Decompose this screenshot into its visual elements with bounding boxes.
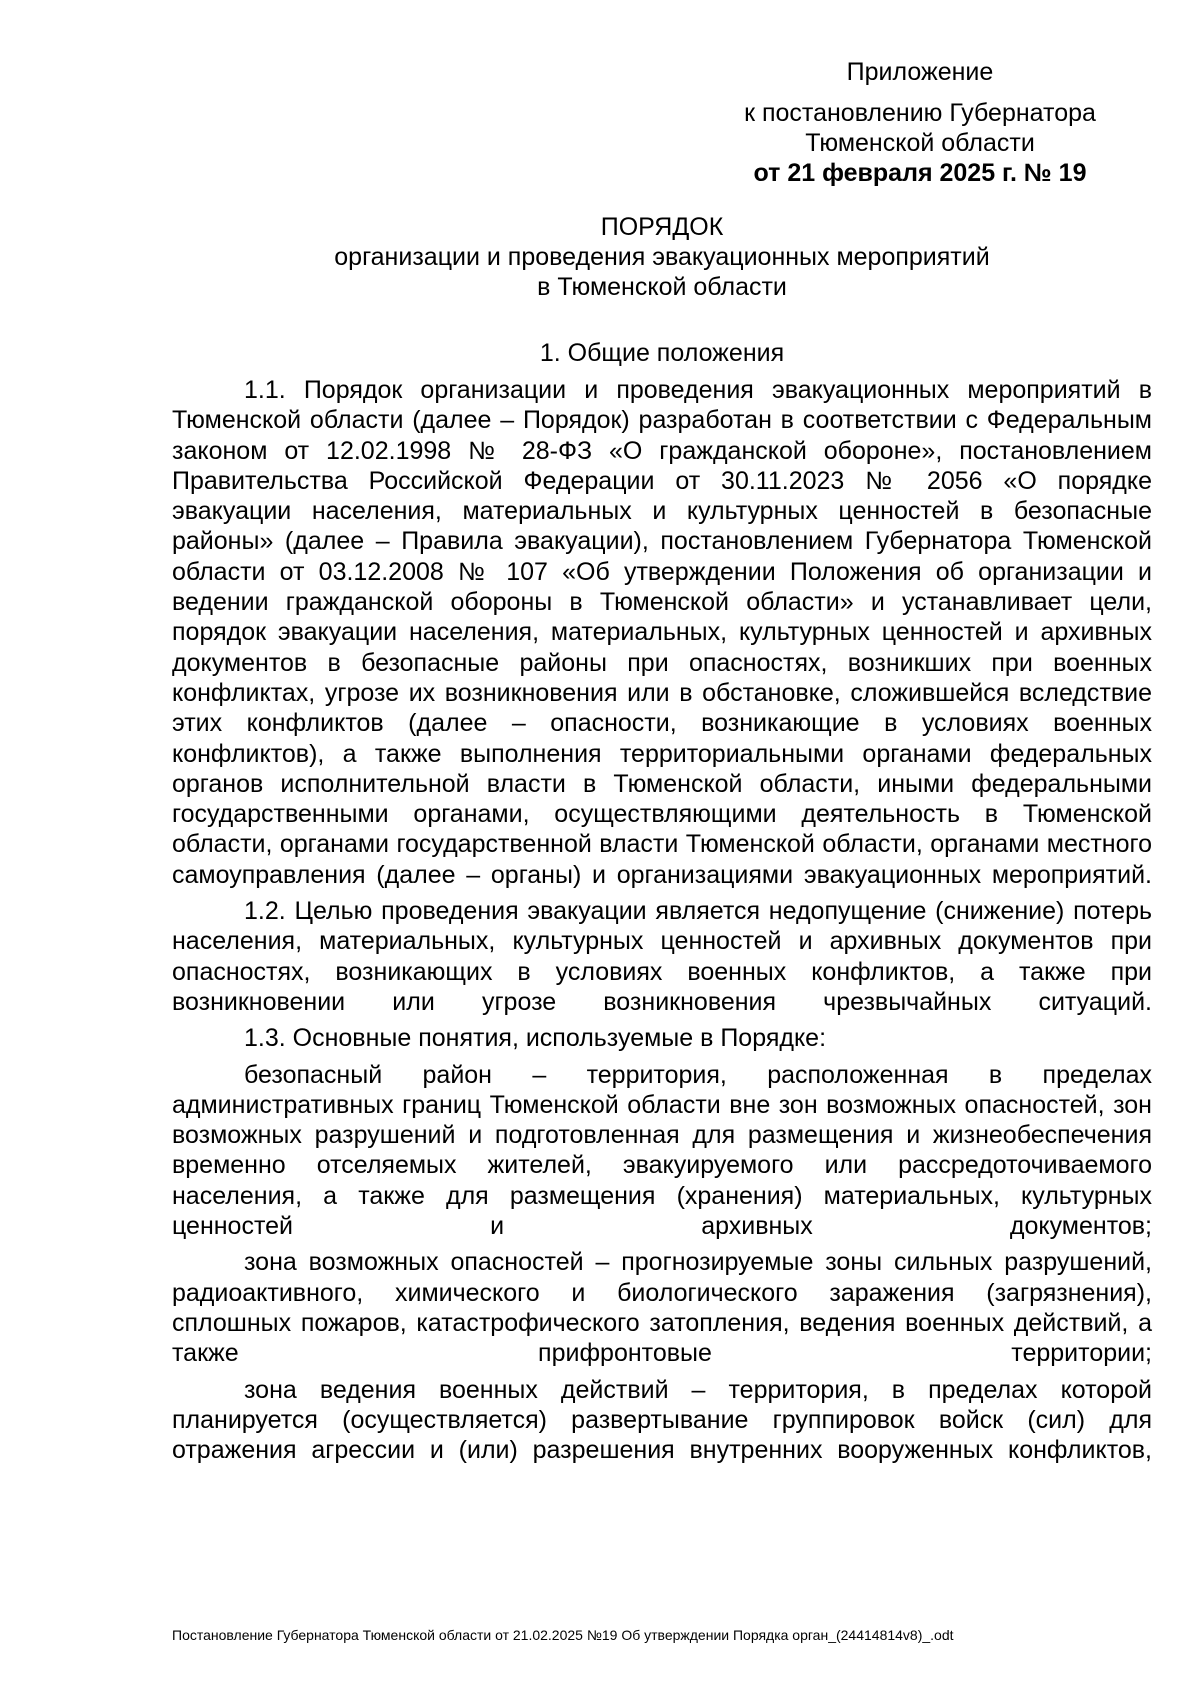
page-footer: Постановление Губернатора Тюменской области от 21.02.2025 №19 Об утверждении Порядка орган_(24414814v8)_.odt — [172, 1627, 954, 1643]
annex-title: Приложение — [846, 58, 994, 86]
document-title — [172, 212, 1152, 302]
definition-combat-zone: зона ведения военных действий – территория, в пределах которой планируется (осуществляется) развертывание группировок войск (сил) для отражения агрессии и (или) разрешения внутренних вооруженных конфликтов, — [172, 1375, 1152, 1465]
annex-date: от 21 февраля 2025 г. № 19 — [753, 159, 1087, 187]
annex-recipient-line: к постановлению Губернатора Тюменской области — [744, 99, 1096, 157]
document-heading: ПОРЯДОК — [600, 213, 724, 241]
definition-danger-zone: зона возможных опасностей – прогнозируемые зоны сильных разрушений, радиоактивного, химического и биологического заражения (загрязнения), сплошных пожаров, катастрофического затопления, ведения военных действий, а также прифронтовые территории; — [172, 1248, 1152, 1368]
definition-safe-area: безопасный район – территория, расположенная в пределах административных границ Тюменской области вне зон возможных опасностей, зон возможных разрушений и подготовленная для размещения и жизнеобеспечения временно отселяемых жителей, эвакуируемого или рассредоточиваемого населения, а также для размещения (хранения) материальных, культурных ценностей и архивных документов; — [172, 1060, 1152, 1241]
annex-recipient — [700, 98, 1140, 158]
paragraph-1-1: 1.1. Порядок организации и проведения эвакуационных мероприятий в Тюменской области (далее – Порядок) разработан в соответствии с Федеральным законом от 12.02.1998 № 28-ФЗ «О гражданской обороне», постановлением Правительства Российской Федерации от 30.11.2023 № 2056 «О порядке эвакуации населения, материальных и культурных ценностей в безопасные районы» (далее – Правила эвакуации), постановлением Губернатора Тюменской области от 03.12.2008 № 107 «Об утверждении Положения об организации и ведении гражданской обороны в Тюменской области» и устанавливает цели, порядок эвакуации населения, материальных, культурных ценностей и архивных документов в безопасные районы при опасностях, возникших при военных конфликтах, угрозе их возникновения или в обстановке, сложившейся вследствие этих конфликтов (далее – опасности, возникающие в условиях военных конфликтов), а также выполнения территориальными органами федеральных органов исполнительной власти в Тюменской области, иными федеральными государственными органами, осуществляющими деятельность в Тюменской области, органами государственной власти Тюменской области, органами местного самоуправления (далее – органы) и организациями эвакуационных мероприятий. — [172, 376, 1152, 889]
document-subheading: организации и проведения эвакуационных мероприятий в Тюменской области — [334, 243, 990, 301]
document-body — [172, 375, 1152, 1471]
paragraph-1-3: 1.3. Основные понятия, используемые в Порядке: — [244, 1024, 827, 1053]
paragraph-1-2: 1.2. Целью проведения эвакуации является недопущение (снижение) потерь населения, материальных, культурных ценностей и архивных документов при опасностях, возникающих в условиях военных конфликтов, а также при возникновении или угрозе возникновения чрезвычайных ситуаций. — [172, 897, 1152, 1016]
section-heading: 1. Общие положения — [539, 339, 785, 367]
